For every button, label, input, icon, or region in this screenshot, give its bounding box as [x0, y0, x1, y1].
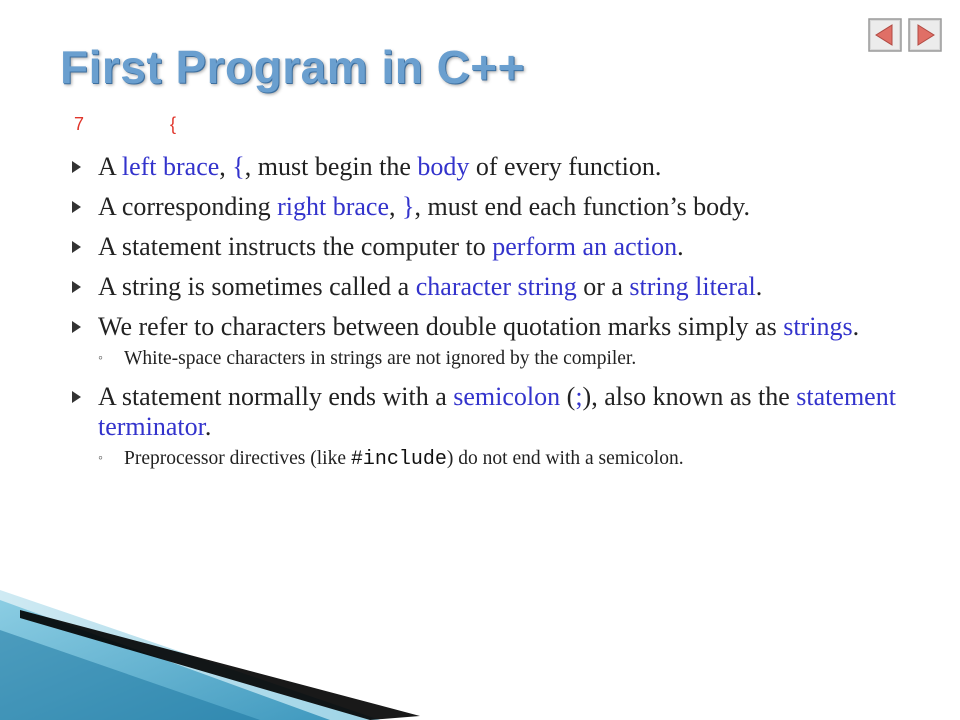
- bullet-arrow-icon: [72, 241, 81, 253]
- text: ), also known as the: [582, 382, 797, 411]
- text: A statement normally ends with a: [98, 382, 454, 411]
- text: Preprocessor directives (like: [124, 448, 351, 469]
- decorative-corner-graphic: [0, 590, 420, 720]
- highlight: strings: [783, 312, 853, 341]
- circle-bullet-icon: ◦: [98, 351, 103, 366]
- code-text: #include: [350, 448, 447, 471]
- text: White-space characters in strings are not ignored by the compiler.: [124, 348, 637, 369]
- text: , must end each function’s body.: [414, 192, 750, 221]
- text: or a: [576, 272, 630, 301]
- highlight: character string: [415, 272, 577, 301]
- bullet-arrow-icon: [72, 391, 81, 403]
- text: A statement instructs the computer to: [98, 232, 493, 261]
- code-line-text: {: [170, 114, 177, 134]
- bullet-arrow-icon: [72, 281, 81, 293]
- slide-title: First Program in C++: [60, 41, 526, 93]
- bullet-arrow-icon: [72, 201, 81, 213]
- sub-bullet-preprocessor: [96, 448, 900, 471]
- text: .: [204, 412, 212, 441]
- text: A string is sometimes called a: [98, 272, 416, 301]
- text: We refer to characters between double quotation marks simply as: [98, 312, 784, 341]
- highlight: perform an action: [492, 232, 678, 261]
- sub-bullet-whitespace: [96, 348, 900, 370]
- highlight: right brace: [277, 192, 389, 221]
- text: ) do not end with a semicolon.: [446, 448, 684, 469]
- highlight: ;: [575, 382, 583, 411]
- bullet-string: [70, 272, 900, 302]
- text: A corresponding: [98, 192, 278, 221]
- text: , must begin the: [244, 152, 418, 181]
- text: ,: [388, 192, 402, 221]
- bullet-left-brace: [70, 152, 900, 182]
- highlight: left brace: [121, 152, 220, 181]
- bullet-right-brace: [70, 192, 900, 222]
- bullet-semicolon: [70, 382, 900, 442]
- bullet-statement: [70, 232, 900, 262]
- bullet-arrow-icon: [72, 161, 81, 173]
- bullet-arrow-icon: [72, 321, 81, 333]
- text: .: [755, 272, 763, 301]
- highlight: body: [417, 152, 470, 181]
- code-line-number: 7: [74, 114, 85, 134]
- right-triangle-icon: [908, 18, 942, 52]
- highlight: semicolon: [453, 382, 561, 411]
- highlight: statement terminator: [98, 382, 896, 441]
- text: ,: [219, 152, 233, 181]
- highlight: }: [401, 192, 415, 221]
- next-slide-button[interactable]: [908, 18, 942, 52]
- previous-slide-button[interactable]: [868, 18, 902, 52]
- highlight: {: [232, 152, 245, 181]
- highlight: string literal: [629, 272, 756, 301]
- left-triangle-icon: [868, 18, 902, 52]
- bullet-strings: [70, 312, 900, 342]
- text: (: [560, 382, 576, 411]
- text: A: [98, 152, 122, 181]
- circle-bullet-icon: ◦: [98, 451, 103, 466]
- bullet-list: [70, 152, 900, 483]
- text: .: [852, 312, 860, 341]
- text: of every function.: [469, 152, 662, 181]
- text: .: [677, 232, 684, 261]
